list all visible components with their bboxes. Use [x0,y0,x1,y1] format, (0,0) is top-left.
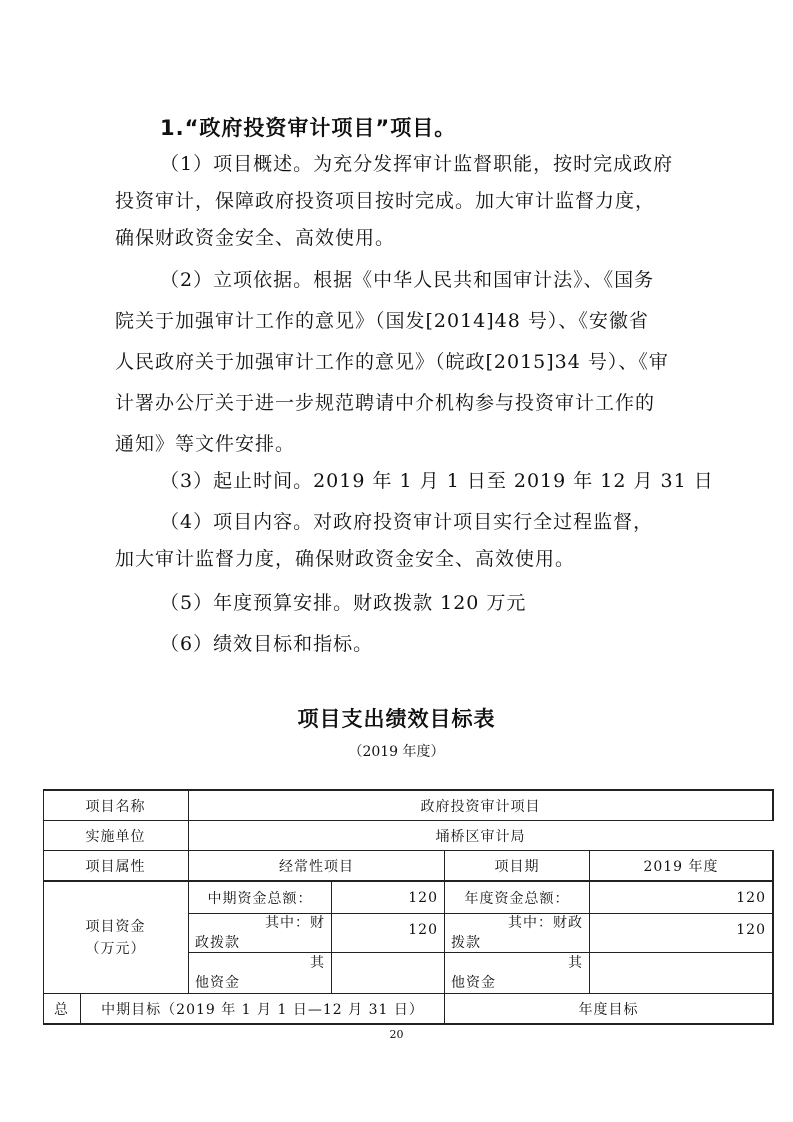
project-name-label: 项目名称 [85,798,146,815]
attr-label: 项目属性 [85,858,146,875]
para-1-line-2: 投资审计，保障政府投资项目按时完成。加大审计监督力度， [115,190,656,212]
para-2-line-2: 院关于加强审计工作的意见》（国发[2014]48 号）、《安徽省 [115,310,649,332]
funds-unit: （万元） [85,940,146,957]
para-5-line-1: （5）年度预算安排。财政拨款 120 万元 [160,592,527,614]
para-2-line-3: 人民政府关于加强审计工作的意见》（皖政[2015]34 号）、《审 [115,351,669,373]
page-number: 20 [389,1028,404,1041]
para-3-line-1: （3）起止时间。2019 年 1 月 1 日至 2019 年 12 月 31 日 [160,470,714,492]
para-1-line-3: 确保财政资金安全、高效使用。 [115,227,396,249]
para-1-line-1: （1）项目概述。为充分发挥审计监督职能，按时完成政府 [160,153,674,175]
funds-label-cell [43,882,188,993]
funds-label: 项目资金 [85,918,146,935]
mid-fiscal-label: 其中：财 政拨款 [195,915,325,951]
mid-total-value: 120 [408,889,438,906]
year-goal-label: 年度目标 [578,1001,639,1018]
period-label: 项目期 [494,858,540,875]
year-other-value [590,953,772,993]
para-6-line-1: （6）绩效目标和指标。 [160,633,374,655]
total-label: 总 [54,1001,69,1018]
mid-other-label: 其 他资金 [195,955,325,991]
year-other-label: 其 他资金 [451,955,583,991]
project-name-value: 政府投资审计项目 [420,798,541,815]
mid-goal-label: 中期目标（2019 年 1 月 1 日—12 月 31 日） [101,1001,424,1018]
table-subtitle: （2019 年度） [348,744,445,760]
attr-value: 经常性项目 [279,858,354,875]
unit-value: 埇桥区审计局 [435,828,526,845]
table-title: 项目支出绩效目标表 [297,707,496,731]
para-2-line-5: 通知》等文件安排。 [115,433,296,455]
para-2-line-4: 计署办公厅关于进一步规范聘请中介机构参与投资审计工作的 [115,392,656,414]
year-total-label: 年度资金总额： [464,890,570,907]
unit-label: 实施单位 [85,828,146,845]
year-fiscal-label: 其中：财政 拨款 [451,915,583,951]
para-4-line-2: 加大审计监督力度，确保财政资金安全、高效使用。 [115,548,576,570]
para-4-line-1: （4）项目内容。对政府投资审计项目实行全过程监督， [160,511,654,533]
year-total-value: 120 [736,889,766,906]
mid-other-value [332,953,444,993]
mid-fiscal-value: 120 [408,922,438,938]
para-2-line-1: （2）立项依据。根据《中华人民共和国审计法》、《国务 [160,269,655,291]
year-fiscal-value: 120 [736,922,766,938]
section-heading: 1.“政府投资审计项目”项目。 [160,116,457,140]
period-value: 2019 年度 [643,858,719,875]
mid-total-label: 中期资金总额： [207,890,313,907]
